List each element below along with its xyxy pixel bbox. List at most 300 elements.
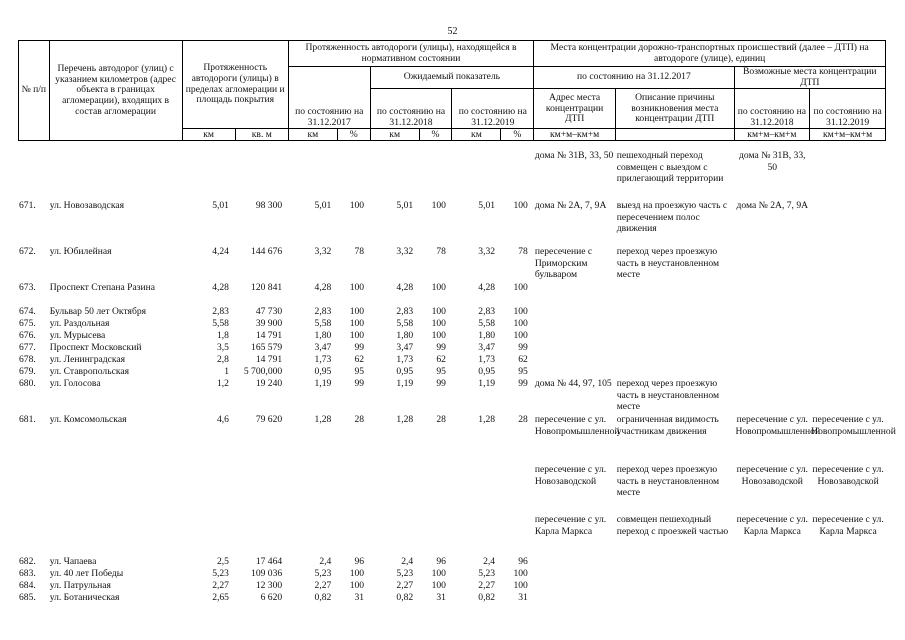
cell-km19: 3,47 <box>478 342 496 353</box>
table-row <box>18 592 886 604</box>
cell-n: 682. <box>19 556 36 567</box>
cell-pos19 <box>810 568 886 580</box>
cell-p19: 62 <box>518 354 528 365</box>
cell-km18: 1,19 <box>396 378 414 389</box>
cell-km17: 0,95 <box>314 366 332 377</box>
cell-len: 1,8 <box>216 330 229 341</box>
cell-cause <box>616 366 735 378</box>
cell-cause <box>616 342 735 354</box>
cell-km17: 2,27 <box>314 580 332 591</box>
cell-area: 5 700,000 <box>243 366 283 377</box>
cell-addr <box>534 342 616 354</box>
cell-pos19: пересечение с ул. Новозаводской <box>812 464 884 487</box>
cell-km17: 1,19 <box>314 378 332 389</box>
cell-km17: 1,80 <box>314 330 332 341</box>
cell-n <box>18 150 49 200</box>
cell-cause: переход через проезжую часть в неустановленном месте <box>616 464 720 498</box>
cell-km19: 2,4 <box>483 556 496 567</box>
cell-pos18 <box>734 330 810 342</box>
cell-road: Проспект Московский <box>49 342 142 353</box>
cell-addr: дома № 31В, 33, 50 <box>534 150 614 161</box>
cell-len: 5,01 <box>212 200 229 211</box>
cell-addr <box>534 568 616 580</box>
cell-p18: 96 <box>436 556 446 567</box>
cell-p19: 99 <box>518 378 528 389</box>
cell-p19: 31 <box>518 592 528 603</box>
table-row <box>18 330 886 342</box>
cell-n: 674. <box>19 306 36 317</box>
cell-len: 2,27 <box>212 580 229 591</box>
cell-len: 5,23 <box>212 568 229 579</box>
cell-km19: 4,28 <box>478 282 496 293</box>
cell-len: 2,8 <box>216 354 229 365</box>
cell-km17: 0,82 <box>314 592 332 603</box>
cell-km19: 2,27 <box>478 580 496 591</box>
cell-pos18 <box>734 354 810 366</box>
cell-len <box>182 514 235 556</box>
cell-km18 <box>370 150 419 200</box>
table-row <box>18 306 886 318</box>
cell-p18: 100 <box>431 282 446 293</box>
cell-p17: 100 <box>349 330 365 341</box>
header-dtp-address: Адрес места концентрации ДТП <box>534 89 616 129</box>
cell-cause <box>616 282 735 306</box>
cell-p18: 99 <box>436 342 446 353</box>
cell-cause <box>616 556 735 568</box>
cell-len: 1 <box>224 366 229 377</box>
cell-km19: 5,23 <box>478 568 496 579</box>
table-header <box>18 40 886 141</box>
cell-area: 14 791 <box>255 354 283 365</box>
cell-pos19 <box>810 306 886 318</box>
cell-pos18 <box>734 580 810 592</box>
cell-pos19 <box>810 150 886 200</box>
cell-area: 47 730 <box>255 306 283 317</box>
cell-km19: 1,28 <box>478 414 496 425</box>
unit-km-2019: км <box>452 129 501 141</box>
header-dtp-cause: Описание причины возникновения места концентрации ДТП <box>616 89 735 129</box>
cell-len: 4,6 <box>216 414 229 425</box>
cell-road <box>49 464 182 514</box>
cell-addr: дома № 2А, 7, 9А <box>534 200 607 211</box>
cell-km17: 5,58 <box>314 318 332 329</box>
table-row <box>18 150 886 200</box>
cell-pos18 <box>734 366 810 378</box>
cell-km18: 0,95 <box>396 366 414 377</box>
cell-km18: 1,73 <box>396 354 414 365</box>
cell-road: ул. Патрульная <box>49 580 111 591</box>
cell-len <box>182 464 235 514</box>
cell-pos18 <box>734 342 810 354</box>
cell-p19: 95 <box>518 366 528 377</box>
cell-p18: 78 <box>436 246 446 257</box>
cell-n: 678. <box>19 354 36 365</box>
cell-pos18: пересечение с ул. Новопромышленной <box>735 414 821 437</box>
cell-cause: переход через проезжую часть в неустановленном месте <box>616 246 720 280</box>
cell-km17: 1,73 <box>314 354 332 365</box>
cell-pos19 <box>810 282 886 306</box>
cell-cause <box>616 592 735 604</box>
page-number: 52 <box>447 26 458 37</box>
table-row <box>18 200 886 246</box>
cell-p18: 62 <box>436 354 446 365</box>
cell-len: 1,2 <box>216 378 229 389</box>
table-row <box>18 514 886 556</box>
cell-area: 14 791 <box>255 330 283 341</box>
cell-pos19 <box>810 200 886 246</box>
cell-pos19 <box>810 318 886 330</box>
cell-km18: 1,28 <box>396 414 414 425</box>
cell-p17 <box>337 150 370 200</box>
cell-len: 2,65 <box>212 592 229 603</box>
cell-pos19 <box>810 592 886 604</box>
cell-p17: 78 <box>354 246 365 257</box>
cell-p19: 100 <box>513 580 528 591</box>
cell-pos18 <box>734 378 810 414</box>
cell-cause <box>616 580 735 592</box>
cell-n: 671. <box>19 200 36 211</box>
cell-p18: 99 <box>436 378 446 389</box>
cell-km17 <box>288 150 337 200</box>
cell-pos19 <box>810 366 886 378</box>
cell-cause: пешеходный переход совмещен с выездом с прилегающий территории <box>616 150 724 184</box>
cell-p17 <box>337 464 370 514</box>
cell-pos19 <box>810 580 886 592</box>
cell-addr <box>534 330 616 342</box>
cell-area <box>235 464 288 514</box>
cell-km18: 3,47 <box>396 342 414 353</box>
cell-km19: 2,83 <box>478 306 496 317</box>
cell-area: 144 676 <box>251 246 283 257</box>
cell-n: 684. <box>19 580 36 591</box>
cell-p17: 99 <box>354 342 365 353</box>
cell-km17: 3,47 <box>314 342 332 353</box>
header-pos-2018: по состоянию на 31.12.2018 <box>734 89 810 129</box>
cell-road: ул. Голосова <box>49 378 101 389</box>
cell-pos19 <box>810 354 886 366</box>
cell-road <box>49 514 182 556</box>
cell-km17: 5,01 <box>314 200 332 211</box>
unit-kmm-addr: км+м–км+м <box>534 129 616 141</box>
cell-pos19 <box>810 556 886 568</box>
table-row <box>18 366 886 378</box>
cell-addr: пересечение с ул. Новопромышленной <box>534 414 620 437</box>
table-row <box>18 568 886 580</box>
cell-km19: 0,95 <box>478 366 496 377</box>
cell-p19: 28 <box>518 414 528 425</box>
cell-pos18 <box>734 592 810 604</box>
cell-p17 <box>337 514 370 556</box>
cell-road: ул. 40 лет Победы <box>49 568 124 579</box>
cell-cause: выезд на проезжую часть с пересечением полос движения <box>616 200 728 234</box>
cell-p19: 100 <box>513 568 528 579</box>
cell-km18: 5,23 <box>396 568 414 579</box>
header-num: № п/п <box>19 41 50 141</box>
unit-pct-2017: % <box>337 129 370 141</box>
unit-empty <box>616 129 735 141</box>
cell-km17: 2,83 <box>314 306 332 317</box>
cell-km18: 2,27 <box>396 580 414 591</box>
cell-km18: 5,58 <box>396 318 414 329</box>
cell-len <box>182 150 235 200</box>
header-2017: по состоянию на 31.12.2017 <box>288 67 370 129</box>
cell-road: ул. Чапаева <box>49 556 97 567</box>
unit-km-2017: км <box>288 129 337 141</box>
cell-pos18 <box>734 318 810 330</box>
cell-n: 681. <box>19 414 36 425</box>
header-dtp-2017: по состоянию на 31.12.2017 <box>534 67 734 89</box>
cell-pos18 <box>734 568 810 580</box>
cell-road: ул. Мурысева <box>49 330 106 341</box>
cell-p17: 62 <box>354 354 365 365</box>
table-body <box>18 150 896 604</box>
cell-len: 3,5 <box>216 342 229 353</box>
header-2018: по состоянию на 31.12.2018 <box>370 89 452 129</box>
cell-km19: 1,19 <box>478 378 496 389</box>
cell-p17: 100 <box>349 200 365 211</box>
cell-km19: 1,73 <box>478 354 496 365</box>
cell-p19 <box>501 150 534 200</box>
cell-p18: 31 <box>436 592 446 603</box>
cell-addr: пересечение с ул. Новозаводской <box>534 464 607 487</box>
cell-addr <box>534 318 616 330</box>
cell-road: Проспект Степана Разина <box>49 282 156 293</box>
cell-pos18: дома № 31В, 33, 50 <box>739 150 806 173</box>
cell-road: ул. Ботаническая <box>49 592 120 603</box>
cell-km17 <box>288 464 337 514</box>
cell-n: 675. <box>19 318 36 329</box>
table-row <box>18 580 886 592</box>
cell-p19: 100 <box>513 306 528 317</box>
cell-n: 683. <box>19 568 36 579</box>
header-dtp-places: Места концентрации дорожно-транспортных происшествий (далее – ДТП) на автодороге (улице), единиц <box>534 41 886 67</box>
cell-road: ул. Раздольная <box>49 318 110 329</box>
cell-km18 <box>370 514 419 556</box>
cell-km18: 4,28 <box>396 282 414 293</box>
cell-p18 <box>419 464 452 514</box>
cell-p18: 28 <box>436 414 446 425</box>
cell-p19: 100 <box>513 282 528 293</box>
cell-km17: 1,28 <box>314 414 332 425</box>
cell-p17: 28 <box>354 414 365 425</box>
cell-p17: 100 <box>349 568 365 579</box>
cell-km18: 0,82 <box>396 592 414 603</box>
unit-kmm-2019: км+м–км+м <box>810 129 886 141</box>
cell-km19: 1,80 <box>478 330 496 341</box>
cell-pos19: пересечение с ул. Карла Маркса <box>812 514 884 537</box>
cell-road: ул. Ленинградская <box>49 354 126 365</box>
cell-p17: 95 <box>354 366 365 377</box>
cell-pos18 <box>734 556 810 568</box>
table-row <box>18 378 886 414</box>
header-possible: Возможные места концентрации ДТП <box>734 67 885 89</box>
table-row <box>18 414 886 464</box>
table-row <box>18 342 886 354</box>
cell-n <box>18 514 49 556</box>
cell-p19: 100 <box>513 200 528 211</box>
cell-pos18: дома № 2А, 7, 9А <box>736 200 809 211</box>
header-pos-2019: по состоянию на 31.12.2019 <box>810 89 886 129</box>
cell-cause <box>616 568 735 580</box>
cell-area <box>235 514 288 556</box>
cell-p19: 96 <box>518 556 528 567</box>
cell-addr <box>534 354 616 366</box>
cell-km18 <box>370 464 419 514</box>
cell-cause <box>616 318 735 330</box>
cell-km19 <box>452 514 501 556</box>
cell-area: 12 300 <box>255 580 283 591</box>
cell-km18: 2,83 <box>396 306 414 317</box>
cell-addr <box>534 556 616 568</box>
cell-addr <box>534 580 616 592</box>
cell-p18: 100 <box>431 318 446 329</box>
cell-cause <box>616 306 735 318</box>
cell-area: 39 900 <box>255 318 283 329</box>
table-row <box>18 246 886 282</box>
table-row <box>18 354 886 366</box>
cell-p19: 100 <box>513 318 528 329</box>
cell-p18 <box>419 514 452 556</box>
cell-area: 79 620 <box>255 414 283 425</box>
cell-km17: 3,32 <box>314 246 332 257</box>
table-row <box>18 282 886 306</box>
cell-len: 5,58 <box>212 318 229 329</box>
cell-n: 676. <box>19 330 36 341</box>
cell-km19 <box>452 464 501 514</box>
cell-km19: 3,32 <box>478 246 496 257</box>
cell-area: 109 036 <box>251 568 283 579</box>
cell-km18: 2,4 <box>401 556 414 567</box>
cell-pos18 <box>734 282 810 306</box>
cell-n: 672. <box>19 246 36 257</box>
header-length: Протяженность автодороги (улицы) в пределах агломерации и площадь покрытия <box>182 41 288 129</box>
cell-pos19 <box>810 378 886 414</box>
cell-p19: 100 <box>513 330 528 341</box>
cell-cause <box>616 354 735 366</box>
unit-sqm: кв. м <box>235 129 288 141</box>
cell-p19: 99 <box>518 342 528 353</box>
cell-road: ул. Ставропольская <box>49 366 130 377</box>
cell-km17: 2,4 <box>319 556 332 567</box>
header-2019: по состоянию на 31.12.2019 <box>452 89 534 129</box>
cell-p18: 95 <box>436 366 446 377</box>
cell-addr <box>534 366 616 378</box>
cell-addr <box>534 282 616 306</box>
cell-addr: дома № 44, 97, 105 <box>534 378 612 389</box>
cell-p19: 78 <box>518 246 528 257</box>
cell-n: 680. <box>19 378 36 389</box>
cell-len: 4,24 <box>212 246 229 257</box>
cell-n: 685. <box>19 592 36 603</box>
cell-p19 <box>501 464 534 514</box>
cell-cause: ограниченная видимость участникам движения <box>616 414 719 437</box>
cell-pos18 <box>734 306 810 318</box>
cell-len: 2,83 <box>212 306 229 317</box>
cell-p18: 100 <box>431 330 446 341</box>
cell-pos18: пересечение с ул. Новозаводской <box>736 464 808 487</box>
cell-p17: 100 <box>349 282 365 293</box>
unit-pct-2018: % <box>419 129 452 141</box>
cell-km17 <box>288 514 337 556</box>
cell-addr: пересечение с ул. Карла Маркса <box>534 514 607 537</box>
cell-pos19: пересечение с ул. Новопромышленной <box>811 414 896 437</box>
cell-area <box>235 150 288 200</box>
cell-area: 17 464 <box>255 556 283 567</box>
cell-p17: 100 <box>349 580 365 591</box>
cell-km18: 1,80 <box>396 330 414 341</box>
cell-n <box>18 464 49 514</box>
cell-area: 120 841 <box>251 282 283 293</box>
cell-pos18 <box>734 246 810 282</box>
cell-km19 <box>452 150 501 200</box>
cell-km18: 5,01 <box>396 200 414 211</box>
cell-pos18: пересечение с ул. Карла Маркса <box>736 514 808 537</box>
cell-pos19 <box>810 246 886 282</box>
header-norm-state: Протяженность автодороги (улицы), находящейся в нормативном состоянии <box>288 41 533 67</box>
cell-p17: 31 <box>354 592 365 603</box>
cell-road <box>49 150 182 200</box>
cell-km17: 4,28 <box>314 282 332 293</box>
table-row <box>18 318 886 330</box>
cell-p18: 100 <box>431 200 446 211</box>
table-row <box>18 556 886 568</box>
cell-cause: совмещен пешеходный переход с проезжей частью <box>616 514 729 537</box>
cell-km19: 5,01 <box>478 200 496 211</box>
cell-addr <box>534 306 616 318</box>
table-row <box>18 464 886 514</box>
cell-area: 19 240 <box>255 378 283 389</box>
cell-p18: 100 <box>431 306 446 317</box>
cell-road: ул. Новозаводская <box>49 200 125 211</box>
cell-p18: 100 <box>431 580 446 591</box>
cell-km19: 0,82 <box>478 592 496 603</box>
cell-p17: 99 <box>354 378 365 389</box>
cell-len: 2,5 <box>216 556 229 567</box>
cell-n: 673. <box>19 282 36 293</box>
cell-cause: переход через проезжую часть в неустановленном месте <box>616 378 720 412</box>
cell-road: ул. Юбилейная <box>49 246 112 257</box>
cell-area: 6 620 <box>260 592 283 603</box>
cell-pos19 <box>810 342 886 354</box>
cell-p17: 100 <box>349 318 365 329</box>
cell-addr: пересечение с Приморским бульваром <box>534 246 593 280</box>
cell-p18: 100 <box>431 568 446 579</box>
cell-p19 <box>501 514 534 556</box>
unit-pct-2019: % <box>501 129 534 141</box>
cell-n: 677. <box>19 342 36 353</box>
unit-km: км <box>182 129 235 141</box>
header-road-list: Перечень автодорог (улиц) с указанием километров (адрес объекта в границах агломерации), входящих в состав агломерации <box>49 41 182 141</box>
cell-area: 98 300 <box>255 200 283 211</box>
cell-km17: 5,23 <box>314 568 332 579</box>
cell-n: 679. <box>19 366 36 377</box>
cell-road: Бульвар 50 лет Октября <box>49 306 147 317</box>
cell-len: 4,28 <box>212 282 229 293</box>
cell-p17: 96 <box>354 556 365 567</box>
unit-kmm-2018: км+м–км+м <box>734 129 810 141</box>
cell-p17: 100 <box>349 306 365 317</box>
cell-km19: 5,58 <box>478 318 496 329</box>
cell-cause <box>616 330 735 342</box>
cell-km18: 3,32 <box>396 246 414 257</box>
unit-km-2018: км <box>370 129 419 141</box>
header-expected: Ожидаемый показатель <box>370 67 534 89</box>
cell-addr <box>534 592 616 604</box>
cell-road: ул. Комсомольская <box>49 414 127 425</box>
cell-pos19 <box>810 330 886 342</box>
cell-p18 <box>419 150 452 200</box>
cell-area: 165 579 <box>251 342 283 353</box>
